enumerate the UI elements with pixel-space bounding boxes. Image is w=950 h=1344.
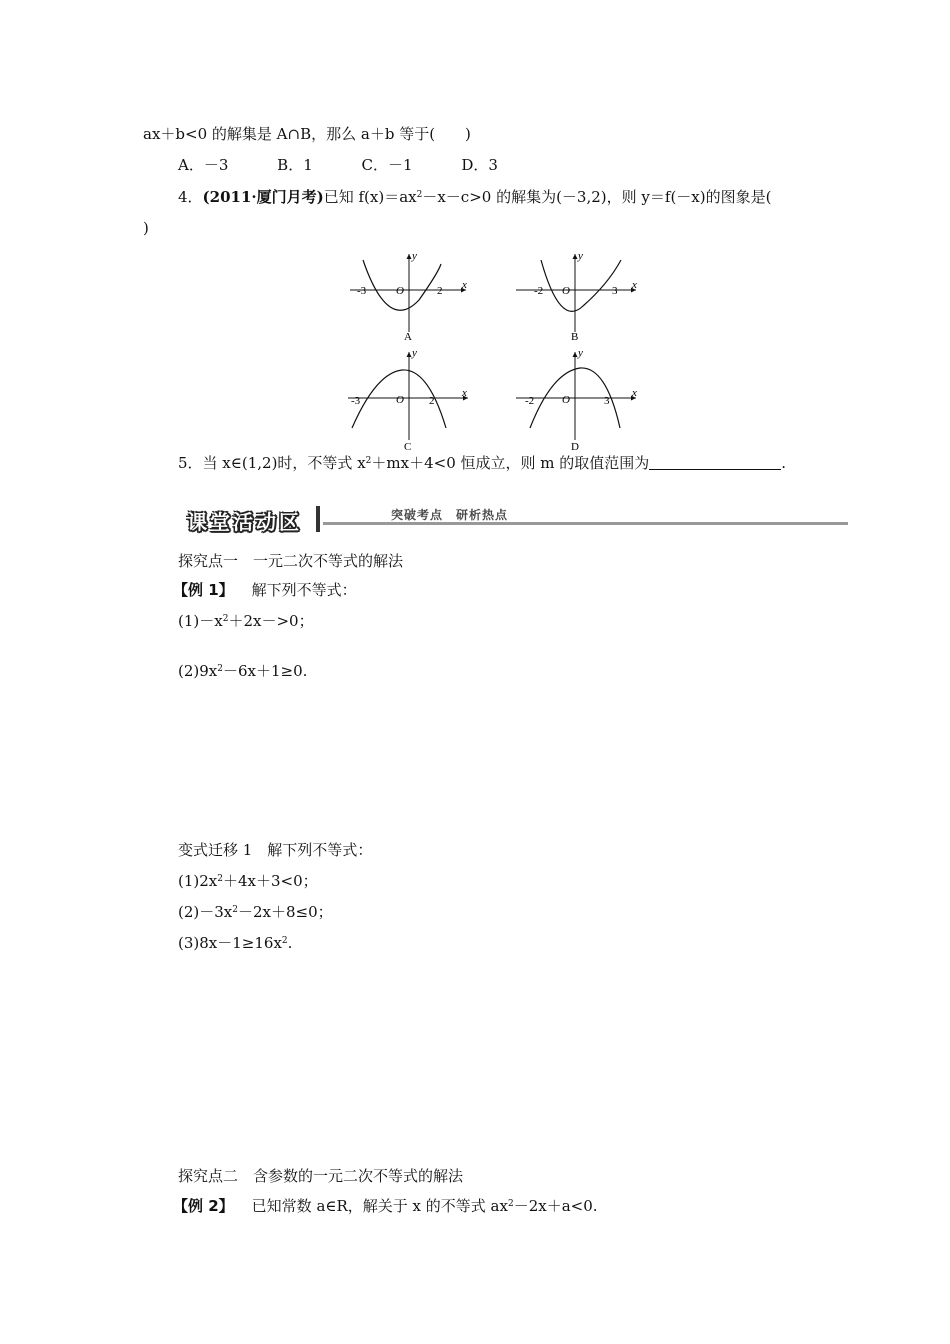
example1-item1	[178, 611, 314, 631]
graph-c	[348, 347, 468, 453]
q3-stem-suffix: ，那么 a＋b 等于( )	[311, 125, 471, 143]
graph-c-root-right: 2	[429, 395, 435, 407]
variant1-item1-sup: 2	[217, 874, 223, 884]
graph-d	[516, 347, 637, 453]
q4-close: )	[143, 219, 149, 237]
graph-a-label: A	[404, 331, 412, 343]
q5-sup: 2	[365, 456, 372, 466]
q4-source: (2011·厦门月考)	[202, 188, 324, 206]
example1-header	[173, 580, 357, 600]
graph-c-root-left: -3	[351, 395, 361, 407]
q4-number: 4．	[178, 188, 203, 206]
graph-d-label: D	[571, 441, 579, 453]
section-banner	[183, 502, 848, 538]
graph-a-x-label: x	[462, 279, 467, 291]
graph-b	[516, 250, 637, 343]
example1-item2-sup: 2	[217, 664, 223, 674]
variant1-title: 变式迁移 1 解下列不等式：	[178, 841, 373, 859]
q3-option-c: C．－1	[361, 156, 413, 174]
q5-answer-blank[interactable]	[649, 455, 781, 470]
q4-stem	[178, 187, 771, 207]
example1-item1-a: (1)－x	[178, 612, 223, 630]
graph-a	[350, 250, 467, 343]
variant1-item3	[178, 933, 292, 953]
example1-text: 解下列不等式：	[251, 581, 357, 599]
q4-graph-figure	[338, 248, 658, 458]
variant1-item2-b: －2x＋8≤0；	[238, 903, 333, 921]
graph-d-y-label: y	[578, 347, 583, 359]
example1-item2-a: (2)9x	[178, 662, 218, 680]
graph-b-label: B	[571, 331, 579, 343]
graph-d-root-right: 3	[604, 395, 610, 407]
graph-d-x-label: x	[632, 387, 637, 399]
variant1-item3-b: .	[287, 934, 293, 952]
graph-c-origin: O	[396, 394, 404, 406]
graph-c-label: C	[404, 441, 412, 453]
section2-title: 探究点二 含参数的一元二次不等式的解法	[178, 1167, 464, 1185]
graph-d-root-left: -2	[525, 395, 535, 407]
q4-text-b: －x－c>0 的解集为(－3,2)，则 y＝f(－x)的图象是(	[422, 188, 772, 206]
graph-d-origin: O	[562, 394, 570, 406]
q3-stem	[143, 124, 471, 144]
q3-stem-mid: ＋b<0 的解集是	[160, 125, 277, 143]
example2-text-b: －2x＋a<0.	[513, 1197, 598, 1215]
graph-a-root-left: -3	[357, 285, 367, 297]
q3-option-b: B．1	[277, 156, 313, 174]
variant1-item1-b: ＋4x＋3<0；	[223, 872, 318, 890]
example1-item2	[178, 661, 307, 681]
graph-a-root-right: 2	[437, 285, 443, 297]
graph-b-x-label: x	[632, 279, 637, 291]
graph-b-root-left: -2	[534, 285, 544, 297]
example2-label: 【例 2】	[173, 1197, 234, 1215]
graph-b-curve	[541, 260, 621, 311]
example1-item1-b: ＋2x－>0；	[228, 612, 314, 630]
variant1-item1-a: (1)2x	[178, 872, 218, 890]
variant1-item2-a: (2)－3x	[178, 903, 233, 921]
banner-divider	[316, 506, 320, 532]
graph-a-y-label: y	[412, 250, 417, 262]
section1-title: 探究点一 一元二次不等式的解法	[178, 552, 404, 570]
example1-label: 【例 1】	[173, 581, 234, 599]
q3-stem-set: A∩B	[276, 125, 312, 143]
graph-b-origin: O	[562, 285, 570, 297]
banner-title: 课堂活动区	[187, 510, 302, 534]
q3-stem-prefix: ax	[143, 125, 161, 143]
banner-subtitle: 突破考点 研析热点	[391, 508, 509, 522]
graph-c-y-label: y	[412, 347, 417, 359]
example2	[173, 1196, 598, 1216]
variant1-item2	[178, 902, 333, 922]
example1-item1-sup: 2	[222, 614, 229, 624]
q3-option-a: A．－3	[178, 156, 229, 174]
graph-c-x-label: x	[462, 387, 467, 399]
q3-options	[178, 155, 498, 175]
q3-option-d: D．3	[461, 156, 498, 174]
variant1-item3-a: (3)8x－1≥16x	[178, 934, 282, 952]
example2-text-a: 已知常数 a∈R，解关于 x 的不等式 ax	[251, 1197, 508, 1215]
graph-b-y-label: y	[578, 250, 583, 262]
variant1-item3-sup: 2	[281, 936, 288, 946]
example1-item2-b: －6x＋1≥0.	[223, 662, 308, 680]
q5-text-a: 5．当 x∈(1,2)时，不等式 x	[178, 454, 366, 472]
graph-a-origin: O	[396, 285, 404, 297]
q5-end: .	[781, 454, 787, 472]
q4-sup: 2	[416, 190, 423, 200]
example2-sup: 2	[507, 1199, 514, 1209]
graph-b-root-right: 3	[612, 285, 618, 297]
variant1-item1	[178, 871, 318, 891]
q5-text-b: ＋mx＋4<0 恒成立，则 m 的取值范围为	[371, 454, 650, 472]
variant1-item2-sup: 2	[232, 905, 238, 915]
q4-text-a: 已知 f(x)＝ax	[323, 188, 417, 206]
q5-stem	[178, 453, 786, 473]
